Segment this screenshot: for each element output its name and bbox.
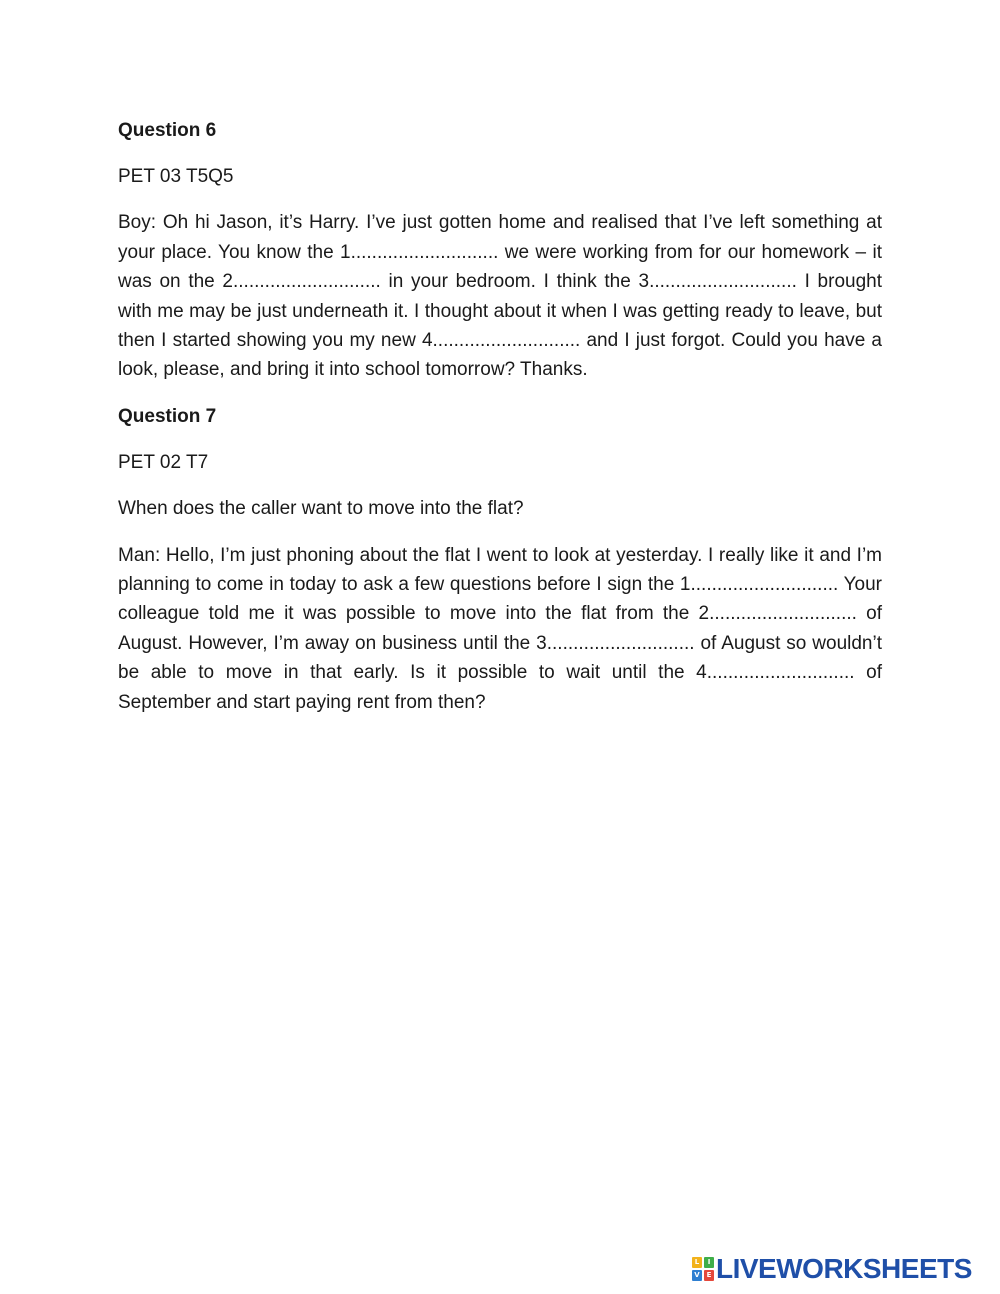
- logo-tile-l: L: [692, 1257, 702, 1268]
- question-7-transcript: Man: Hello, I’m just phoning about the flat I went to look at yesterday. I really like it and I’m planning to come in today to ask a few questions before I sign the 1............................ Your colleague told me it was possible to move into the flat from the 2............................ of August. However, I’m away on business until the 3............................ of August so wouldn’t be able to move in that early. Is it possible to wait until the 4............................ of September and start paying rent from then?: [118, 544, 882, 713]
- question-7-prompt: When does the caller want to move into the flat?: [118, 498, 524, 520]
- liveworksheets-logo-text: LIVEWORKSHEETS: [716, 1253, 972, 1284]
- logo-tile-i: I: [704, 1257, 714, 1268]
- question-6-transcript: Boy: Oh hi Jason, it’s Harry. I’ve just gotten home and realised that I’ve left something at your place. You know the 1............................ we were working from for our homework – it was on the 2............................ in your bedroom. I think the 3............................ I brought with me may be just underneath it. I thought about it when I was getting ready to leave, but then I started showing you my new 4............................ and I just forgot. Could you have a look, please, and bring it into school tomorrow? Thanks.: [118, 212, 882, 381]
- logo-tile-v: V: [692, 1270, 702, 1281]
- question-7-heading: Question 7: [118, 405, 217, 427]
- liveworksheets-logo-icon: [692, 1257, 714, 1281]
- question-6-code: PET 03 T5Q5: [118, 166, 234, 187]
- logo-tile-e: E: [704, 1270, 714, 1281]
- liveworksheets-logo: [692, 1254, 972, 1284]
- question-6-heading: Question 6: [118, 120, 217, 141]
- worksheet-page: [118, 116, 882, 734]
- question-7-code: PET 02 T7: [118, 451, 209, 473]
